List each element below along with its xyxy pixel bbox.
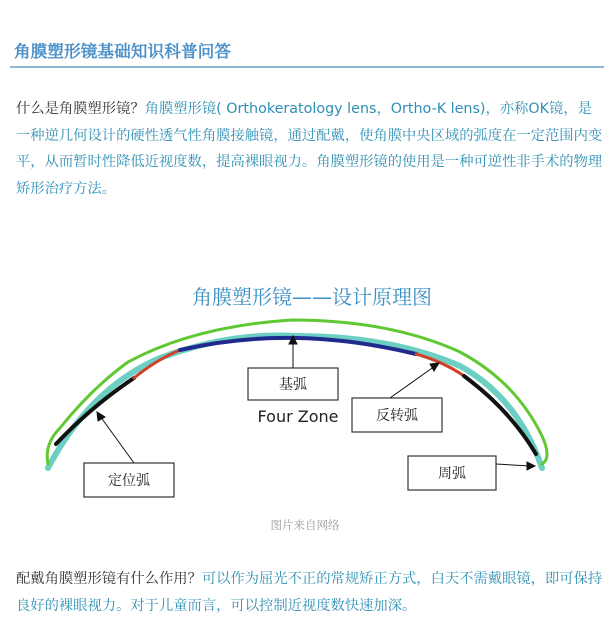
answer-what-is: 角膜塑形镜( Orthokeratology lens，Ortho-K lens)，亦称OK镜，是一种逆几何设计的硬性透气性角膜接触镜，通过配戴，使角膜中央区域的弧度在一定范围内变平，从而暂时性降低近视度数，提高裸眼视力。角膜塑形镜的使用是一种可逆性非手术的物理矫形治疗方法。 (16, 101, 603, 197)
four-zone-label: Four Zone (257, 407, 339, 426)
diagram-title: 角膜塑形镜——设计原理图 (192, 285, 432, 309)
answer-effect: 可以作为屈光不正的常规矫正方式，白天不需戴眼镜，即可保持良好的裸眼视力。对于儿童而言，可以控制近视度数快速加深。 (16, 571, 603, 614)
figure-caption: 图片来自网络 (270, 518, 340, 532)
design-diagram (30, 268, 590, 508)
question-what-is: 什么是角膜塑形镜？ (16, 101, 145, 117)
peripheral-curve-label: 周弧 (438, 466, 466, 482)
article-title: 角膜塑形镜基础知识科普问答 (14, 42, 232, 61)
title-divider (10, 66, 604, 68)
base-curve-label: 基弧 (279, 377, 307, 393)
intro-paragraph (16, 96, 604, 202)
alignment-curve-label: 定位弧 (108, 473, 150, 489)
question-effect: 配戴角膜塑形镜有什么作用？ (16, 571, 202, 587)
effect-paragraph (16, 566, 604, 619)
alignment-curve-right (464, 376, 536, 454)
reverse-curve-label: 反转弧 (376, 408, 418, 424)
